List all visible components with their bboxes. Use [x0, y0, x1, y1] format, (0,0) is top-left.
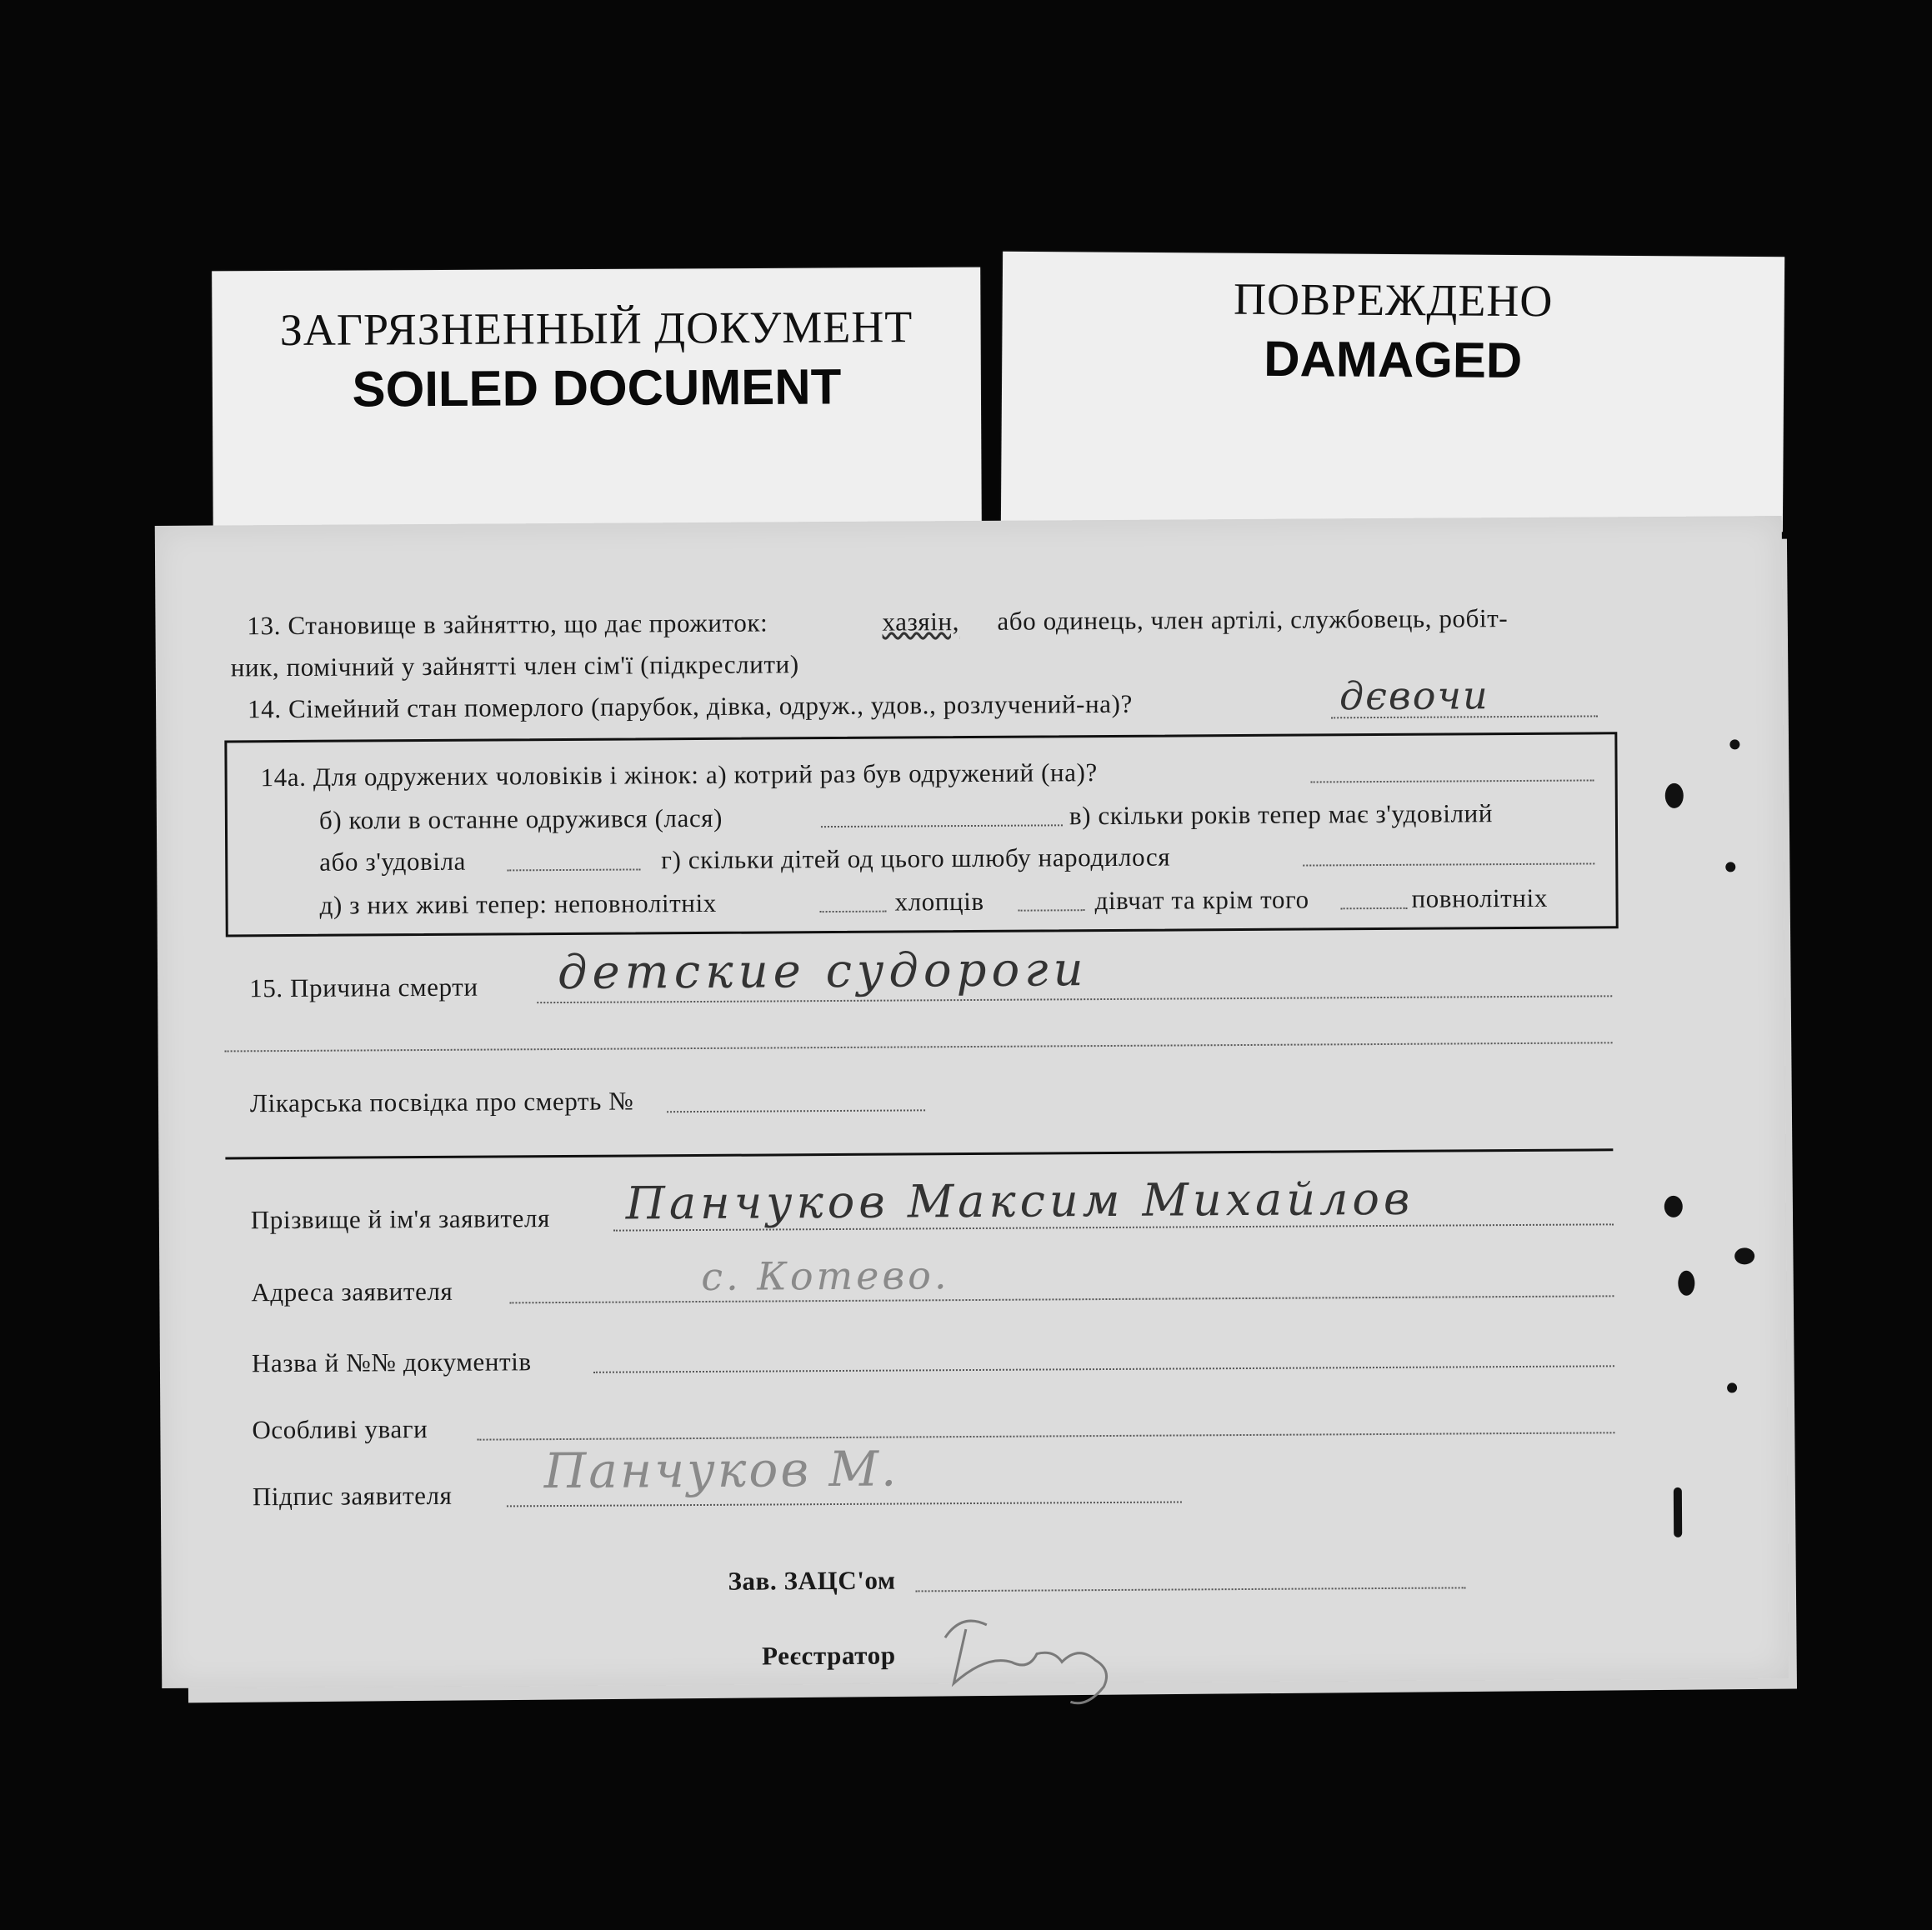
damaged-label-ru: ПОВРЕЖДЕНО [1233, 273, 1554, 327]
item14-answer: дєвочи [1339, 672, 1489, 719]
item15-answer: детские судороги [557, 942, 1089, 1001]
applicant-address-label: Адреса заявителя [251, 1276, 453, 1308]
item14a-b-line [821, 824, 1063, 828]
signature-label: Підпис заявителя [252, 1480, 453, 1512]
damage-mark [1664, 1196, 1683, 1218]
remarks-label: Особливі уваги [252, 1413, 428, 1445]
item14a-line1: 14а. Для одружених чоловіків і жінок: а) котрий раз був одружений (на)? [260, 758, 1098, 792]
registrar-label: Реєстратор [761, 1640, 896, 1671]
soiled-label-ru: ЗАГРЯЗНЕННЫЙ ДОКУМЕНТ [279, 302, 913, 355]
applicant-address-line [509, 1295, 1614, 1303]
item14a-d-adults: повнолітніх [1411, 882, 1548, 913]
punch-hole [1725, 862, 1735, 872]
damage-mark [1678, 1271, 1694, 1296]
applicant-signature: Панчуков М. [543, 1440, 899, 1500]
damage-mark [1674, 1488, 1682, 1538]
item14a-d-boys: хлопців [894, 886, 984, 917]
medical-certificate-label: Лікарська посвідка про смерть № [249, 1086, 634, 1118]
damage-mark [1734, 1248, 1754, 1264]
punch-hole [1729, 739, 1739, 749]
item14-label: 14. Сімейний стан померлого (парубок, дівка, одруж., удов., розлучений-на)? [247, 688, 1133, 724]
remarks-line [477, 1432, 1614, 1440]
item15-label: 15. Причина смерти [249, 972, 478, 1003]
soiled-label-en: SOILED DOCUMENT [352, 358, 842, 418]
item14a-d-line3 [1341, 908, 1408, 909]
applicant-name-label: Прізвище й ім'я заявителя [250, 1203, 550, 1235]
item14a-d-line2 [1019, 909, 1085, 911]
damage-mark [1665, 783, 1684, 808]
item14a-g-label: г) скільки дітей од цього шлюбу народилося [661, 842, 1171, 875]
applicant-address-answer: с. Котево. [701, 1252, 950, 1299]
signature-line [507, 1501, 1182, 1507]
item13-options-cont: ник, помічний у зайнятті член сім'ї (підкреслити) [230, 649, 799, 682]
item13-underlined-choice: хазяін, [882, 607, 960, 637]
item14a-g-line [1303, 862, 1594, 866]
item15-line2 [225, 1042, 1613, 1052]
damaged-document-label [1001, 252, 1784, 532]
registrar-signature [937, 1603, 1154, 1713]
item13-label: 13. Становище в зайняттю, що дає прожиток: [247, 608, 768, 641]
item14a-box [224, 732, 1618, 937]
zags-head-label: Зав. ЗАЦС'ом [728, 1565, 896, 1596]
item14a-d-girls: дівчат та крім того [1094, 884, 1309, 916]
item14a-d-line1 [820, 911, 887, 912]
item14a-v-label: в) скільки років тепер має з'удовілий [1069, 798, 1494, 831]
item14a-a-line [1311, 779, 1594, 782]
applicant-name-answer: Панчуков Максим Михайлов [625, 1172, 1414, 1230]
item14a-v-cont: або з'удовіла [319, 846, 467, 877]
soiled-document-label [212, 268, 982, 538]
medical-certificate-line [667, 1109, 925, 1112]
documents-label: Назва й №№ документів [251, 1347, 532, 1378]
death-record-form [155, 516, 1789, 1688]
item13-options: або одинець, член артілі, службовець, робіт- [997, 603, 1509, 636]
section-divider [225, 1148, 1613, 1159]
zags-head-line [916, 1587, 1466, 1592]
item14a-b-label: б) коли в останне одружився (лася) [318, 802, 723, 835]
item14a-d-label: д) з них живі тепер: неповнолітніх [319, 888, 717, 920]
punch-hole [1727, 1382, 1737, 1392]
item14a-v-line [507, 868, 640, 871]
damaged-label-en: DAMAGED [1264, 330, 1523, 389]
documents-line [593, 1365, 1614, 1372]
